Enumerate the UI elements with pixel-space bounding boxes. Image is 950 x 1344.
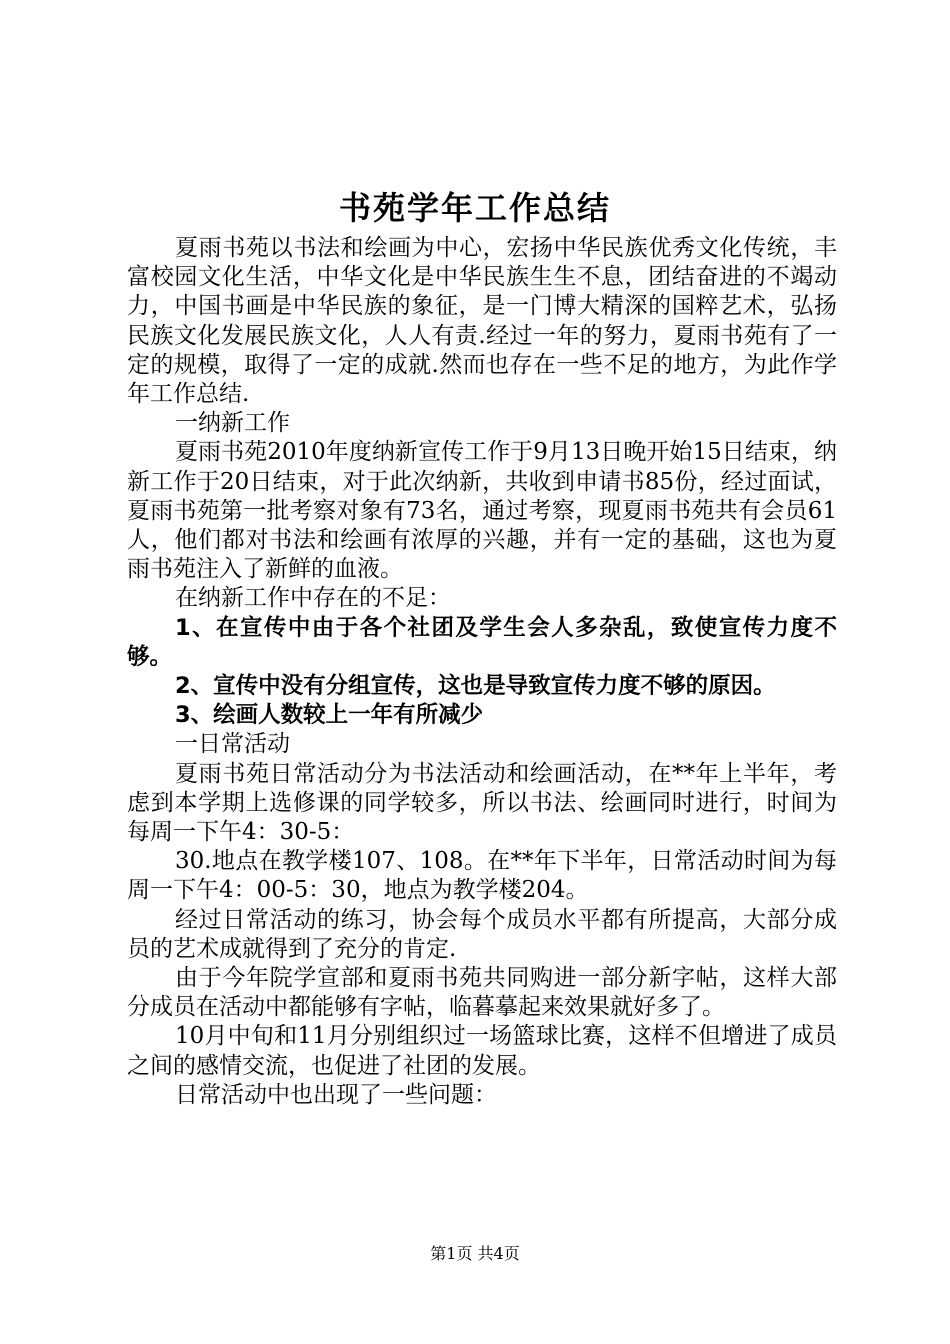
section-heading-recruitment: 一纳新工作 — [175, 410, 290, 437]
paragraph-shortcomings-intro: 在纳新工作中存在的不足： — [175, 585, 451, 612]
section-heading-daily-activities: 一日常活动 — [175, 731, 290, 758]
paragraph-progress: 经过日常活动的练习，协会每个成员水平都有所提高，大部分成员的艺术成就得到了充分的肯定. — [127, 906, 837, 962]
document-body — [127, 234, 837, 1110]
paragraph-copybooks: 由于今年院学宣部和夏雨书苑共同购进一部分新字帖，这样大部分成员在活动中都能够有字帖，临暮摹起来效果就好多了。 — [127, 965, 837, 1021]
list-item-shortcoming-2: 2、宣传中没有分组宣传，这也是导致宣传力度不够的原因。 — [175, 673, 776, 700]
paragraph-recruitment: 夏雨书苑2010年度纳新宣传工作于9月13日晚开始15日结束，纳新工作于20日结束，对于此次纳新，共收到申请书85份，经过面试，夏雨书苑第一批考察对象有73名，通过考察，现夏雨书苑共有会员61人，他们都对书法和绘画有浓厚的兴趣，并有一定的基础，这也为夏雨书苑注入了新鲜的血液。 — [127, 439, 837, 583]
page-footer: 第1页 共4页 — [430, 1244, 520, 1263]
paragraph-schedule: 30.地点在教学楼107、108。在**年下半年，日常活动时间为每周一下午4：00-5：30，地点为教学楼204。 — [127, 848, 837, 904]
document-title: 书苑学年工作总结 — [338, 189, 611, 227]
paragraph-basketball: 10月中旬和11月分别组织过一场篮球比赛，这样不但增进了成员之间的感情交流，也促进了社团的发展。 — [127, 1023, 837, 1079]
paragraph-intro: 夏雨书苑以书法和绘画为中心，宏扬中华民族优秀文化传统，丰富校园文化生活，中华文化是中华民族生生不息，团结奋进的不竭动力，中国书画是中华民族的象征，是一门博大精深的国粹艺术，弘扬民族文化发展民族文化，人人有责.经过一年的努力，夏雨书苑有了一定的规模，取得了一定的成就.然而也存在一些不足的地方，为此作学年工作总结. — [127, 235, 837, 408]
list-item-shortcoming-3: 3、绘画人数较上一年有所减少 — [175, 702, 484, 729]
paragraph-daily-activities: 夏雨书苑日常活动分为书法活动和绘画活动，在**年上半年，考虑到本学期上选修课的同学较多，所以书法、绘画同时进行，时间为每周一下午4：30-5： — [127, 760, 837, 846]
list-item-shortcoming-1: 1、在宣传中由于各个社团及学生会人多杂乱，致使宣传力度不够。 — [127, 614, 837, 670]
paragraph-problems-intro: 日常活动中也出现了一些问题： — [175, 1081, 497, 1108]
